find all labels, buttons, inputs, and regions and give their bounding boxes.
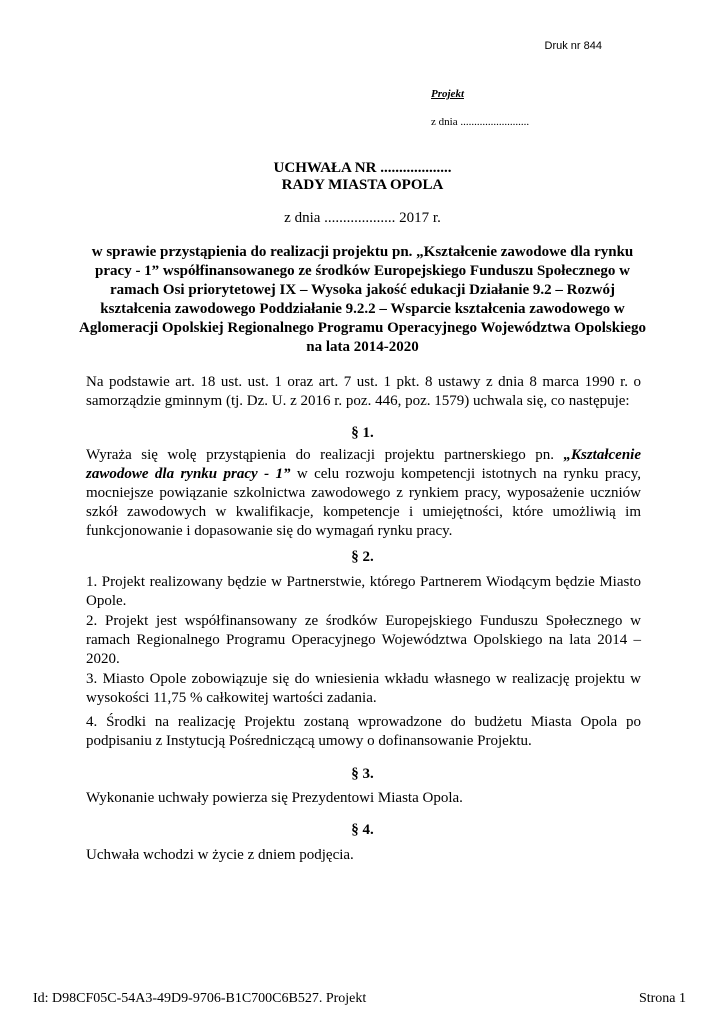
section-1-text-after: w celu rozwoju kompetencji istotnych na rynku pracy, mocniejsze powiązanie szkolnictwa zawodowego z rynkiem pracy, wyposażenie uczniów szkół zawodowych w kwalifikacje, kompetencje i umiejętności, które umożliwią im funkcjonowanie i dopasowanie się do wymagań rynku pracy. — [86, 466, 641, 539]
project-name: „Kształcenie zawodowe dla rynku pracy - 1” — [86, 447, 641, 482]
section-2-item-4: 4. Środki na realizację Projektu zostaną wprowadzone do budżetu Miasta Opola po podpisaniu z Instytucją Pośredniczącą umowy o dofinansowanie Projektu. — [86, 714, 641, 749]
section-2-item-1: 1. Projekt realizowany będzie w Partnerstwie, którego Partnerem Wiodącym będzie Miasto Opole. — [86, 574, 641, 609]
draft-label: Projekt — [431, 88, 464, 100]
section-1-text — [86, 446, 641, 541]
section-1-text-before: Wyraża się wolę przystąpienia do realizacji projektu partnerskiego pn. — [86, 447, 564, 463]
document-id: Id: D98CF05C-54A3-49D9-9706-B1C700C6B527. Projekt — [33, 991, 367, 1006]
section-2-item-3: 3. Miasto Opole zobowiązuje się do wniesienia wkładu własnego w realizację projektu w wysokości 11,75 % całkowitej wartości zadania. — [86, 671, 641, 706]
section-4-heading: § 4. — [351, 822, 374, 838]
section-2-heading: § 2. — [351, 549, 374, 565]
resolution-date: z dnia ................... 2017 r. — [284, 210, 441, 226]
print-number: Druk nr 844 — [544, 40, 602, 52]
section-4-text: Uchwała wchodzi w życie z dniem podjęcia. — [86, 847, 354, 863]
resolution-subject: w sprawie przystąpienia do realizacji projektu pn. „Kształcenie zawodowe dla rynku pracy - 1” współfinansowanego ze środków Europejskiego Funduszu Społecznego w ramach Osi priorytetowej IX – Wysoka jakość edukacji Działanie 9.2 – Rozwój kształcenia zawodowego Poddziałanie 9.2.2 – Wsparcie kształcenia zawodowego w Aglomeracji Opolskiej Regionalnego Programu Operacyjnego Województwa Opolskiego na lata 2014-2020 — [79, 244, 646, 355]
council-name: RADY MIASTA OPOLA — [281, 177, 444, 193]
section-1-heading: § 1. — [351, 425, 374, 441]
resolution-number: UCHWAŁA NR ................... — [273, 160, 452, 176]
section-3-heading: § 3. — [351, 766, 374, 782]
section-3-text: Wykonanie uchwały powierza się Prezydentowi Miasta Opola. — [86, 790, 463, 806]
draft-date-line: z dnia ......................... — [431, 116, 530, 128]
section-2-item-2: 2. Projekt jest współfinansowany ze środków Europejskiego Funduszu Społecznego w ramach Regionalnego Programu Operacyjnego Województwa Opolskiego na lata 2014 – 2020. — [86, 613, 641, 667]
legal-basis: Na podstawie art. 18 ust. ust. 1 oraz art. 7 ust. 1 pkt. 8 ustawy z dnia 8 marca 1990 r. o samorządzie gminnym (tj. Dz. U. z 2016 r. poz. 446, poz. 1579) uchwala się, co następuje: — [86, 374, 641, 409]
page-number: Strona 1 — [638, 991, 686, 1006]
